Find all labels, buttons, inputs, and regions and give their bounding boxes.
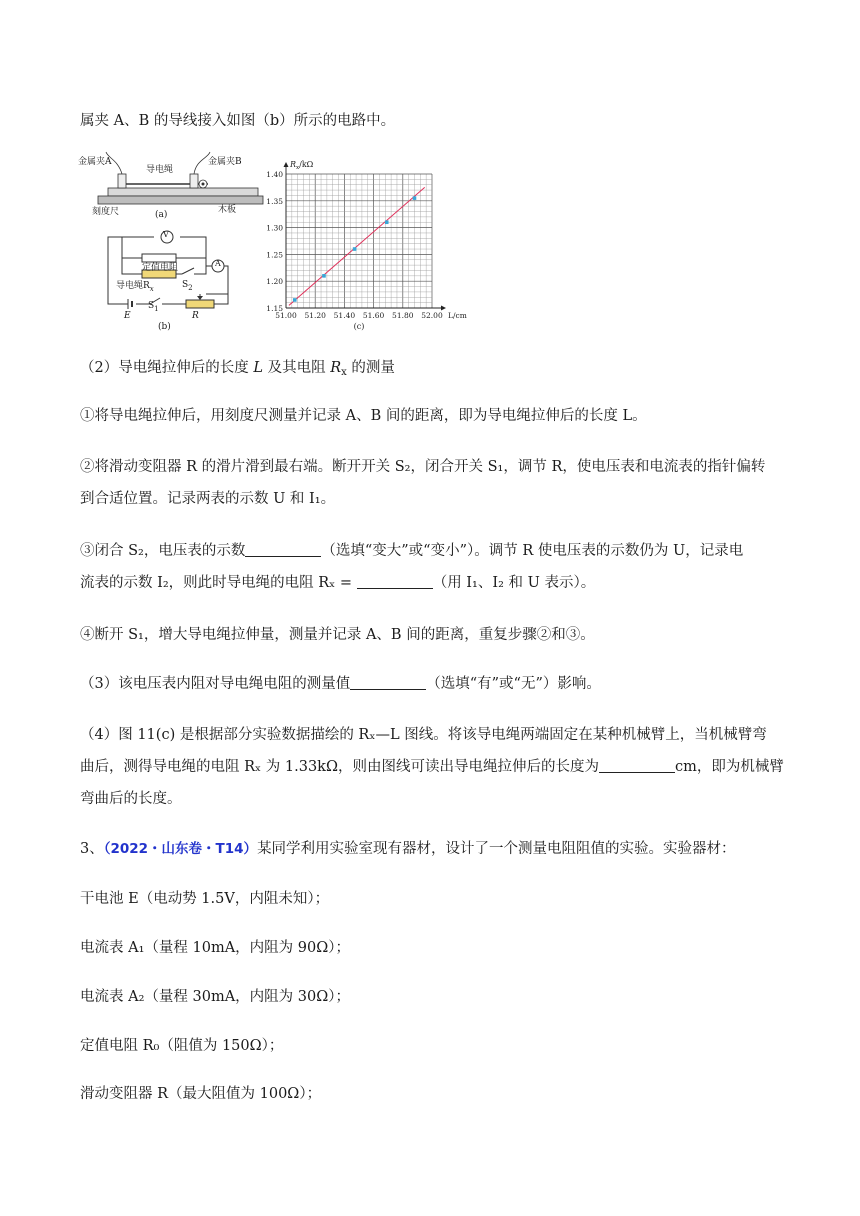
intro-line: 属夹 A、B 的导线接入如图（b）所示的电路中。 (80, 113, 396, 129)
step-3-line2: 流表的示数 I₂，则此时导电绳的电阻 Rₓ = （用 I₁、I₂ 和 U 表示）。 (80, 575, 596, 591)
step-1: ①将导电绳拉伸后，用刻度尺测量并记录 A、B 间的距离，即为导电绳拉伸后的长度 L。 (80, 408, 647, 424)
step-3-line1: ③闭合 S₂，电压表的示数 （选填“变大”或“变小”）。调节 R 使电压表的示数仍为 U，记录电 (80, 543, 744, 559)
q3: （3）该电压表内阻对导电绳电阻的测量值 （选填“有”或“无”）影响。 (80, 676, 601, 692)
data-point (413, 196, 417, 200)
x-axis-label: L/cm (448, 311, 467, 320)
s2-label: $S_2$ (182, 280, 193, 292)
board-label: 木板 (218, 205, 237, 215)
y-tick-label: 1.35 (266, 196, 283, 206)
rheostat-r-label: R (192, 311, 199, 321)
item-3: 电流表 A₂（量程 30mA，内阻为 30Ω）； (80, 989, 351, 1005)
y-tick-label: 1.30 (266, 223, 283, 233)
answer-blank-3[interactable] (350, 675, 426, 690)
fixed-resistor-label: 定值电阻 (142, 263, 179, 273)
data-point (293, 298, 297, 302)
problem-3-header: 3、（2022・山东卷・T14）某同学利用实验室现有器材，设计了一个测量电阻阻值的实验。实验器材： (80, 841, 736, 857)
x-tick-label: 51.80 (392, 311, 414, 320)
step-2-line1: ②将滑动变阻器 R 的滑片滑到最右端。断开开关 S₂，闭合开关 S₁，调节 R，使电压表和电流表的指针偏转 (80, 459, 766, 475)
item-2: 电流表 A₁（量程 10mA，内阻为 90Ω）； (80, 940, 351, 956)
problem-3-source-link[interactable]: （2022・山东卷・T14） (103, 841, 258, 857)
x-axis-arrow (441, 306, 446, 311)
rx-l-chart (258, 156, 467, 334)
y-axis-arrow (284, 162, 289, 167)
y-tick-label: 1.25 (266, 250, 283, 260)
data-point (353, 247, 357, 251)
y-tick-label: 1.15 (266, 304, 283, 313)
fig-a-tag: (a) (155, 210, 168, 220)
voltmeter-label: V (163, 230, 169, 239)
ammeter-label: A (215, 259, 221, 268)
answer-blank-1[interactable] (245, 542, 321, 557)
y-axis-label: $R_x/k\Omega$ (290, 160, 314, 171)
data-point (385, 220, 389, 224)
s1-label: $S_1$ (148, 301, 159, 313)
answer-blank-2[interactable] (357, 574, 433, 589)
q4-line3: 弯曲后的长度。 (80, 791, 182, 807)
q4-line2: 曲后，测得导电绳的电阻 Rₓ 为 1.33kΩ，则由图线可读出导电绳拉伸后的长度为 cm，即为机械臂 (80, 759, 784, 775)
fig-c-tag: (c) (353, 322, 365, 331)
rope-label: 导电绳 (146, 165, 174, 175)
x-tick-label: 51.00 (275, 311, 297, 320)
answer-blank-4[interactable] (599, 758, 675, 773)
x-tick-label: 52.00 (421, 311, 443, 320)
fig-b-tag: (b) (158, 322, 171, 332)
x-tick-label: 51.60 (362, 311, 385, 320)
ruler-label: 刻度尺 (92, 207, 120, 217)
battery-e-label: E (124, 311, 131, 321)
clip-b-label: 金属夹B (208, 157, 242, 167)
x-tick-label: 51.20 (304, 311, 326, 320)
item-5: 滑动变阻器 R（最大阻值为 100Ω）； (80, 1086, 322, 1102)
y-tick-label: 1.40 (266, 170, 283, 179)
y-tick-label: 1.20 (266, 277, 283, 287)
item-1: 干电池 E（电动势 1.5V，内阻未知）； (80, 891, 330, 907)
rope-resistor-label: 导电绳$R_x$ (116, 281, 154, 293)
x-tick-label: 51.40 (333, 311, 356, 320)
step-4: ④断开 S₁，增大导电绳拉伸量，测量并记录 A、B 间的距离，重复步骤②和③。 (80, 627, 595, 643)
q4-line1: （4）图 11(c) 是根据部分实验数据描绘的 Rₓ—L 图线。将该导电绳两端固定在某种机械臂上，当机械臂弯 (80, 727, 767, 743)
data-point (322, 274, 326, 278)
step-2-line2: 到合适位置。记录两表的示数 U 和 I₁。 (80, 491, 336, 507)
q2-title: （2）导电绳拉伸后的长度 L 及其电阻 $R_x$ 的测量 (80, 360, 395, 378)
item-4: 定值电阻 R₀（阻值为 150Ω）； (80, 1038, 284, 1054)
clip-a-label: 金属夹A (78, 157, 112, 167)
